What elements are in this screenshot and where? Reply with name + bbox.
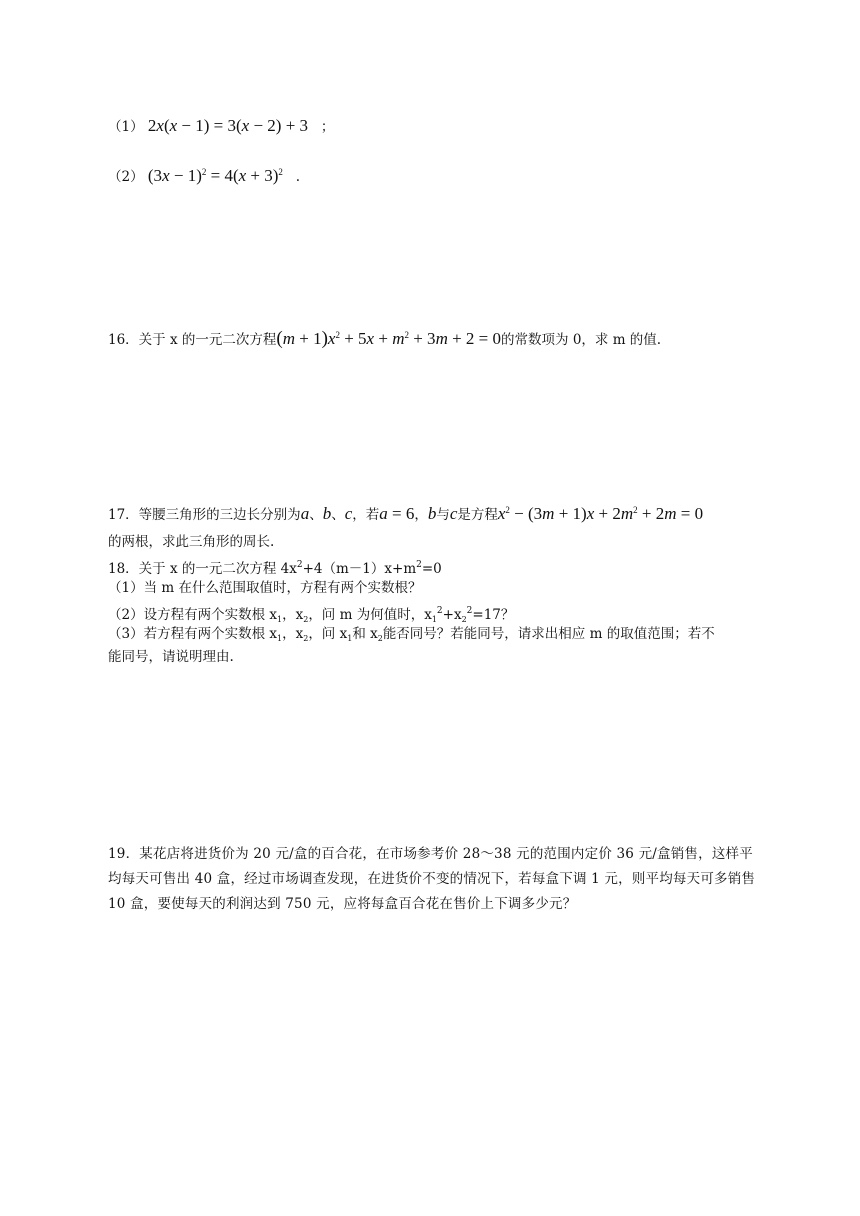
q18-part3-line2: 能同号，请说明理由. [108, 649, 234, 665]
q15-part1-equation: 2x(x − 1) = 3(x − 2) + 3 [147, 116, 309, 135]
q17-line1: 17．等腰三角形的三边长分别为a、b、c，若a = 6，b与c是方程$x^2 - (3m + 1)x + 2m^2 + 2m = 0$ [108, 504, 704, 523]
q18-title-prefix: 18．关于 x 的一元二次方程 4x [108, 561, 297, 577]
q17-sep2: 、 [331, 507, 345, 523]
q16-equation: $(m + 1)x^2 + 5x + m^2 + 3m + 2 = 0$ [276, 328, 502, 349]
q16-suffix: 的常数项为 0，求 m 的值. [501, 332, 662, 348]
q15-part1 [108, 116, 334, 137]
q15-part2 [108, 162, 300, 187]
q17-sep1: 、 [309, 507, 323, 523]
q17-mid2: ， [414, 507, 428, 523]
q15-part2-equation: $(3x - 1)^2 = 4(x + 3)^2$ [147, 166, 283, 185]
q17-condition: a = 6 [379, 504, 415, 523]
q16 [108, 325, 661, 350]
q17-line2: 的两根，求此三角形的周长. [108, 534, 275, 550]
q18-part3: （3）若方程有两个实数根 $x_1$，$x_2$，问 $x_1$和 $x_2$能否同号？若能同号，请求出相应 m 的取值范围；若不 [108, 626, 715, 643]
q15-part2-label: （2） [108, 169, 144, 185]
q18-title: 18．关于 x 的一元二次方程 $4x^2+4(m-1)x+m^2=0$ [108, 560, 442, 577]
q18-title-mid: +4（m－1）x+m [302, 561, 417, 577]
q18-part2: （2）设方程有两个实数根 $x_1$，$x_2$，问 m 为何值时，$x_1^2+x_2^2=17$？ [108, 606, 515, 624]
q17-mid3: 与 [436, 507, 450, 523]
q15-part1-tail: ； [320, 119, 335, 135]
q18-part1: （1）当 m 在什么范围取值时，方程有两个实数根？ [108, 580, 422, 596]
q17-mid1: ，若 [352, 507, 380, 523]
q17-prefix: 17．等腰三角形的三边长分别为 [108, 507, 301, 523]
q15-part1-label: （1） [108, 119, 144, 135]
q19-text: 19．某花店将进货价为 20 元/盒的百合花，在市场参考价 28～38 元的范围内定价 36 元/盒销售，这样平均每天可售出 40 盒，经过市场调查发现，在进货价不变的情况下，若每盒下调 1 元，则平均每天可多销售 10 盒，要使每天的利润达到 750 元，应将每盒百合花在售价上下调多少元？ [108, 846, 756, 912]
q16-prefix: 16．关于 x 的一元二次方程 [108, 332, 277, 348]
q17-mid4: 是方程 [457, 507, 498, 523]
q17-equation: $x^2 - (3m + 1)x + 2m^2 + 2m = 0$ [497, 504, 704, 523]
q18-title-end: =0 [421, 561, 442, 577]
q15-part2-tail: . [295, 169, 301, 185]
